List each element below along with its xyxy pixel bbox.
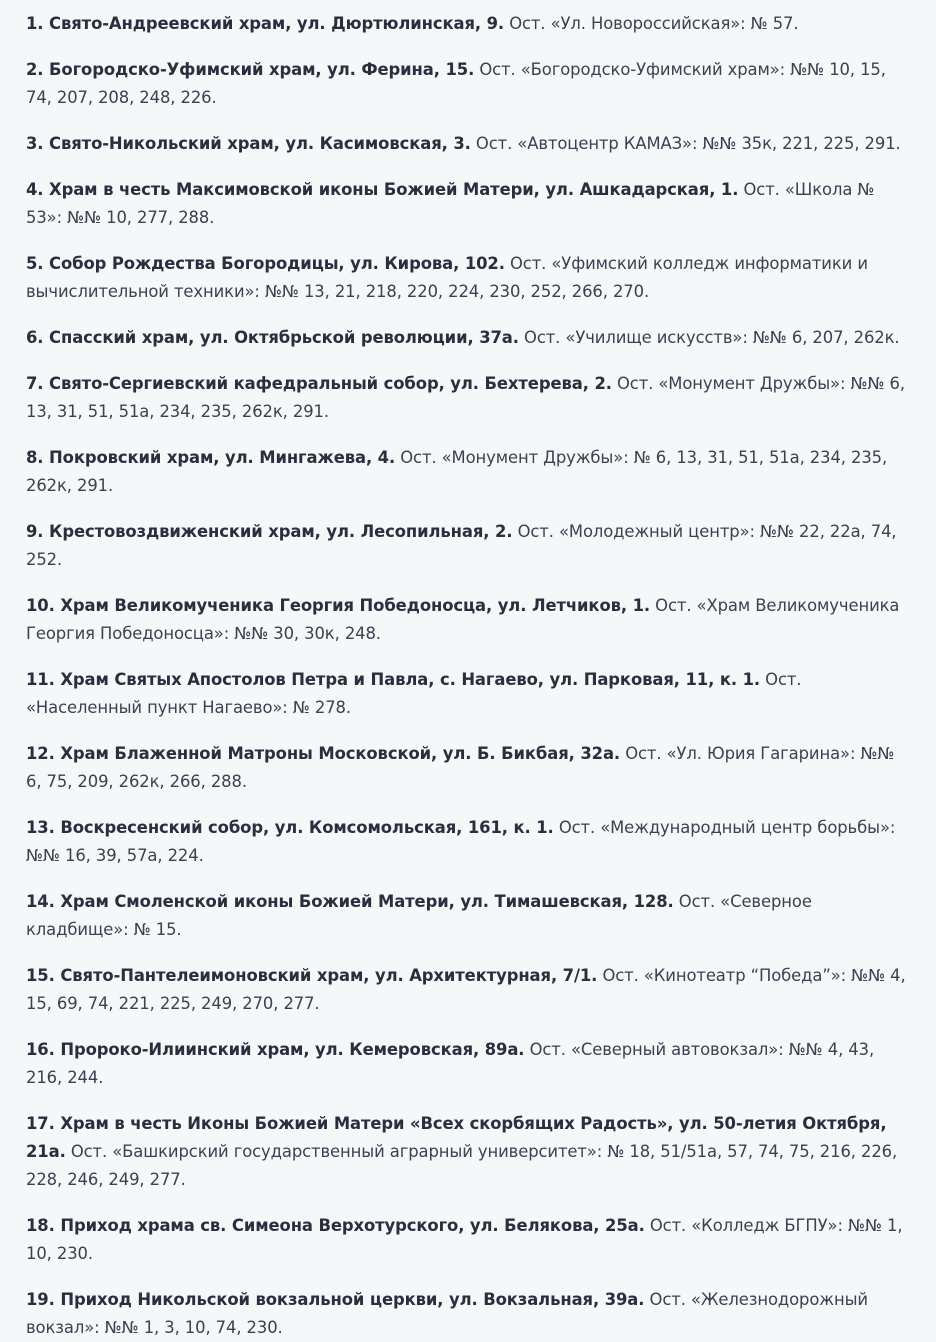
entry-title: 12. Храм Блаженной Матроны Московской, ул. Б. Бикбая, 32а. <box>26 744 621 763</box>
list-item <box>26 324 914 352</box>
entry-stop-info: Ост. «Северное кладбище»: № 15. <box>26 892 812 939</box>
entry-stop-info: Ост. «Железнодорожный вокзал»: №№ 1, 3, 10, 74, 230. <box>26 1290 868 1337</box>
entry-title: 15. Свято-Пантелеимоновский храм, ул. Архитектурная, 7/1. <box>26 966 598 985</box>
entry-title: 14. Храм Смоленской иконы Божией Матери, ул. Тимашевская, 128. <box>26 892 674 911</box>
list-item <box>26 592 914 648</box>
list-item <box>26 1286 914 1342</box>
list-item <box>26 1036 914 1092</box>
entry-stop-info: Ост. «Башкирский государственный аграрный университет»: № 18, 51/51а, 57, 74, 75, 216, 226, 228, 246, 249, 277. <box>26 1142 898 1189</box>
entry-stop-info: Ост. «Богородско-Уфимский храм»: №№ 10, 15, 74, 207, 208, 248, 226. <box>26 60 886 107</box>
entry-stop-info: Ост. «Колледж БГПУ»: №№ 1, 10, 230. <box>26 1216 903 1263</box>
list-item <box>26 1110 914 1194</box>
entry-title: 18. Приход храма св. Симеона Верхотурского, ул. Белякова, 25а. <box>26 1216 645 1235</box>
list-item <box>26 370 914 426</box>
entry-title: 7. Свято-Сергиевский кафедральный собор, ул. Бехтерева, 2. <box>26 374 612 393</box>
entry-stop-info: Ост. «Уфимский колледж информатики и вычислительной техники»: №№ 13, 21, 218, 220, 224, 230, 252, 266, 270. <box>26 254 868 301</box>
entry-title: 1. Свято-Андреевский храм, ул. Дюртюлинская, 9. <box>26 14 505 33</box>
list-item <box>26 888 914 944</box>
entry-title: 4. Храм в честь Максимовской иконы Божией Матери, ул. Ашкадарская, 1. <box>26 180 739 199</box>
entry-stop-info: Ост. «Международный центр борьбы»: №№ 16, 39, 57а, 224. <box>26 818 896 865</box>
entry-title: 9. Крестовоздвиженский храм, ул. Лесопильная, 2. <box>26 522 513 541</box>
entry-stop-info: Ост. «Монумент Дружбы»: № 6, 13, 31, 51, 51а, 234, 235, 262к, 291. <box>26 448 888 495</box>
entry-stop-info: Ост. «Ул. Новороссийская»: № 57. <box>509 14 799 33</box>
entry-title: 17. Храм в честь Иконы Божией Матери «Всех скорбящих Радость», ул. 50-летия Октября, 21а. <box>26 1114 887 1161</box>
entry-stop-info: Ост. «Храм Великомученика Георгия Победоносца»: №№ 30, 30к, 248. <box>26 596 900 643</box>
list-item <box>26 518 914 574</box>
entry-stop-info: Ост. «Северный автовокзал»: №№ 4, 43, 216, 244. <box>26 1040 875 1087</box>
entry-stop-info: Ост. «Автоцентр КАМАЗ»: №№ 35к, 221, 225, 291. <box>475 134 901 153</box>
list-item <box>26 56 914 112</box>
list-item <box>26 814 914 870</box>
entry-title: 6. Спасский храм, ул. Октябрьской революции, 37а. <box>26 328 519 347</box>
entry-title: 19. Приход Никольской вокзальной церкви, ул. Вокзальная, 39а. <box>26 1290 645 1309</box>
entry-stop-info: Ост. «Ул. Юрия Гагарина»: №№ 6, 75, 209, 262к, 266, 288. <box>26 744 895 791</box>
entry-title: 5. Собор Рождества Богородицы, ул. Кирова, 102. <box>26 254 505 273</box>
entry-title: 8. Покровский храм, ул. Мингажева, 4. <box>26 448 396 467</box>
list-item <box>26 176 914 232</box>
entry-title: 10. Храм Великомученика Георгия Победоносца, ул. Летчиков, 1. <box>26 596 651 615</box>
entry-stop-info: Ост. «Монумент Дружбы»: №№ 6, 13, 31, 51, 51а, 234, 235, 262к, 291. <box>26 374 905 421</box>
entry-stop-info: Ост. «Молодежный центр»: №№ 22, 22а, 74, 252. <box>26 522 897 569</box>
list-item <box>26 130 914 158</box>
list-item <box>26 444 914 500</box>
entry-title: 11. Храм Святых Апостолов Петра и Павла, с. Нагаево, ул. Парковая, 11, к. 1. <box>26 670 761 689</box>
entry-stop-info: Ост. «Населенный пункт Нагаево»: № 278. <box>26 670 802 717</box>
list-item <box>26 10 914 38</box>
list-item <box>26 740 914 796</box>
entry-stop-info: Ост. «Кинотеатр “Победа”»: №№ 4, 15, 69, 74, 221, 225, 249, 270, 277. <box>26 966 906 1013</box>
entry-stop-info: Ост. «Училище искусств»: №№ 6, 207, 262к. <box>524 328 900 347</box>
entry-stop-info: Ост. «Школа № 53»: №№ 10, 277, 288. <box>26 180 875 227</box>
list-item <box>26 666 914 722</box>
list-item <box>26 962 914 1018</box>
list-item <box>26 1212 914 1268</box>
entry-title: 3. Свято-Никольский храм, ул. Касимовская, 3. <box>26 134 471 153</box>
entry-title: 13. Воскресенский собор, ул. Комсомольская, 161, к. 1. <box>26 818 554 837</box>
list-item <box>26 250 914 306</box>
entry-title: 16. Пророко-Илиинский храм, ул. Кемеровская, 89а. <box>26 1040 525 1059</box>
entry-title: 2. Богородско-Уфимский храм, ул. Ферина, 15. <box>26 60 475 79</box>
